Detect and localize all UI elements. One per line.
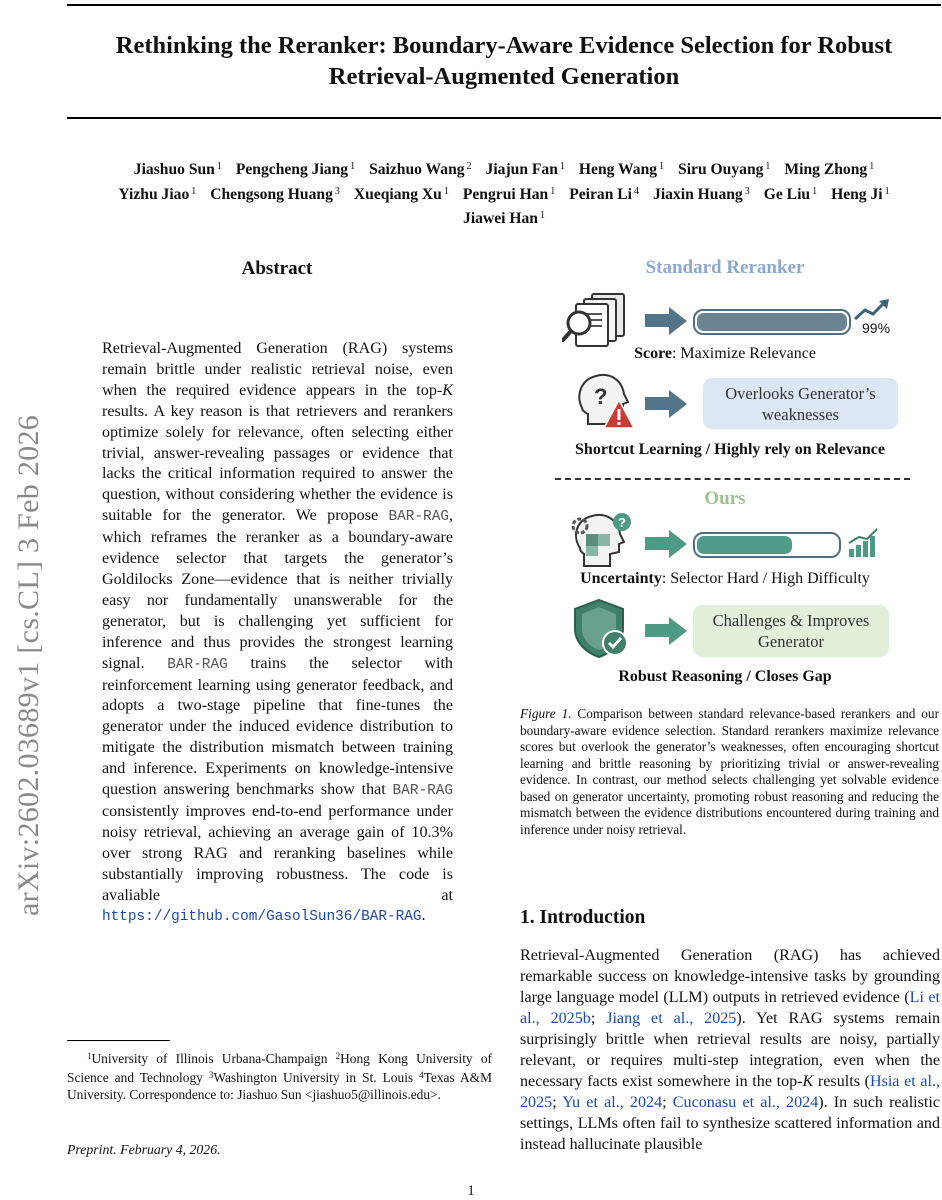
author-affiliation-marker: 1 bbox=[559, 161, 565, 172]
author-name: Ge Liu bbox=[763, 185, 811, 203]
score-caption bbox=[525, 345, 925, 363]
author-affiliation-marker: 1 bbox=[350, 161, 356, 172]
arrow-right-icon bbox=[645, 624, 669, 637]
affiliation: Washington University in St. Louis bbox=[213, 1070, 420, 1086]
citation-link[interactable]: Jiang et al., 2025 bbox=[606, 1010, 737, 1027]
section-heading: 1. Introduction bbox=[520, 907, 646, 928]
uncertainty-label: Uncertainty bbox=[580, 570, 662, 587]
difficulty-bar-fill bbox=[697, 536, 792, 554]
ours-title: Ours bbox=[704, 488, 746, 509]
author-name: Peiran Li bbox=[569, 185, 633, 203]
method-name: BAR-RAG bbox=[388, 509, 449, 526]
author bbox=[236, 156, 355, 181]
arrow-right-icon bbox=[645, 397, 669, 410]
author-affiliation-marker: 1 bbox=[884, 185, 890, 197]
author-affiliation-marker: 1 bbox=[659, 161, 665, 172]
citation-link[interactable]: Yu et al., 2024 bbox=[562, 1094, 663, 1111]
author-affiliation-marker: 1 bbox=[765, 161, 771, 172]
author-affiliation-marker: 1 bbox=[216, 161, 222, 172]
arrow-right-icon bbox=[645, 537, 669, 550]
affiliations-footnote bbox=[67, 1048, 492, 1104]
author-affiliation-marker: 1 bbox=[191, 185, 197, 197]
affiliation: University of Illinois Urbana-Champaign bbox=[91, 1051, 336, 1066]
top-rule bbox=[67, 4, 941, 6]
intro-text: ; bbox=[552, 1094, 563, 1111]
overlooks-weakness-box: Overlooks Generator’s weaknesses bbox=[703, 378, 898, 429]
author-affiliation-marker: 1 bbox=[812, 185, 818, 197]
score-label: Score bbox=[634, 345, 672, 362]
title-line-2: Retrieval-Augmented Generation bbox=[328, 63, 680, 90]
author bbox=[784, 156, 874, 181]
abstract-text: results. A key reason is that retrievers and rerankers optimize solely for relevance, often selecting either trivial, answer-revealing passages or evidence that lacks the critical information required to answer the question, without considering whether the evidence is suitable for the generator. We propose bbox=[102, 402, 453, 525]
author-name: Pengcheng Jiang bbox=[235, 161, 349, 178]
footnote-rule bbox=[67, 1040, 170, 1041]
author-name: Heng Ji bbox=[831, 185, 883, 203]
intro-text: ). Yet RAG systems remain surprisingly brittle when retrieval results are noisy, partially relevant, or requires multi-step integration, even when the necessary facts exist somewhere in the top- bbox=[520, 1010, 940, 1090]
author-affiliation-marker: 3 bbox=[334, 185, 340, 197]
uncertainty-caption bbox=[525, 570, 925, 588]
arxiv-identifier: arXiv:2602.03689v1 [cs.CL] 3 Feb 2026 bbox=[12, 414, 45, 916]
figure-divider bbox=[555, 478, 910, 480]
author bbox=[579, 156, 664, 181]
shield-check-icon bbox=[571, 597, 633, 661]
author-name: Jiashuo Sun bbox=[133, 161, 215, 178]
relevance-bar bbox=[693, 309, 851, 335]
score-text: : Maximize Relevance bbox=[671, 345, 816, 362]
author-name: Pengrui Han bbox=[462, 185, 549, 203]
abstract-text: consistently improves end-to-end performance under noisy retrieval, achieving an average gain of 10.3% over strong RAG and reranking baselines while substantially improving robustness. The code is avaliable at bbox=[102, 802, 453, 904]
author-name: Heng Wang bbox=[578, 161, 658, 178]
uncertainty-text: : Selector Hard / High Difficulty bbox=[661, 570, 870, 587]
author bbox=[831, 181, 890, 206]
arrow-head-icon bbox=[669, 307, 687, 335]
author-affiliation-marker: 1 bbox=[539, 210, 545, 221]
robust-caption: Robust Reasoning / Closes Gap bbox=[618, 668, 832, 685]
intro-text: ; bbox=[662, 1094, 673, 1111]
author-line bbox=[60, 205, 942, 230]
author bbox=[678, 156, 770, 181]
caption-text: Comparison between standard relevance-based rerankers and our boundary-aware evidence selection. Standard rerankers maximize relevance scores but overlook the generator’s weaknesses, often encouraging shortcut learning and brittle reasoning by prioritizing trivial or answer-revealing evidence. In contrast, our method selects challenging yet solvable evidence based on generator uncertainty, promoting robust reasoning and reducing the mismatch between the evidence distributions encountered during training and inference under noisy retrieval. bbox=[520, 706, 939, 837]
introduction-body bbox=[520, 945, 940, 1155]
author bbox=[486, 156, 565, 181]
author bbox=[118, 181, 196, 206]
intro-text: Retrieval-Augmented Generation (RAG) has achieved remarkable success on knowledge-intensive tasks by grounding large language model (LLM) outputs in retrieved evidence ( bbox=[520, 947, 940, 1006]
citation-link[interactable]: Cuconasu et al., 2024 bbox=[672, 1094, 819, 1111]
abstract-text: Retrieval-Augmented Generation (RAG) systems remain brittle under realistic retrieval noise, even when the required evidence appears in the top- bbox=[102, 340, 453, 399]
author bbox=[653, 181, 750, 206]
title-bottom-rule bbox=[67, 117, 941, 119]
author-name: Yizhu Jiao bbox=[118, 185, 190, 203]
caption-label: Figure 1. bbox=[520, 706, 572, 721]
affiliation: Texas A&M University. Correspondence to: Jiashuo Sun <jiashuo5@illinois.edu>. bbox=[67, 1070, 493, 1103]
relevance-percent: 99% bbox=[862, 320, 891, 336]
aff-marker: 4 bbox=[419, 1070, 424, 1081]
intro-text: results ( bbox=[813, 1073, 870, 1090]
math-k: K bbox=[442, 381, 453, 399]
author-name: Siru Ouyang bbox=[678, 161, 764, 178]
arrow-head-icon bbox=[669, 617, 687, 645]
documents-search-icon bbox=[562, 290, 638, 352]
challenges-box: Challenges & Improves Generator bbox=[693, 605, 889, 657]
code-link[interactable]: https://github.com/GasolSun36/BAR-RAG bbox=[102, 909, 422, 926]
author-name: Xueqiang Xu bbox=[353, 185, 442, 203]
author-affiliation-marker: 4 bbox=[634, 185, 640, 197]
paper-title bbox=[67, 30, 941, 92]
author bbox=[764, 181, 817, 206]
affiliation: Hong Kong University of Science and Technology bbox=[67, 1051, 492, 1086]
author-name: Chengsong Huang bbox=[210, 185, 333, 203]
bar-chart-up-icon bbox=[847, 527, 881, 559]
author-name: Jiaxin Huang bbox=[653, 185, 743, 203]
svg-text:?: ? bbox=[618, 515, 626, 530]
author-line bbox=[60, 181, 942, 206]
aff-marker: 3 bbox=[208, 1070, 214, 1081]
puzzle-head-icon bbox=[566, 508, 638, 570]
author bbox=[354, 181, 449, 206]
author bbox=[463, 205, 545, 230]
method-name: BAR-RAG bbox=[392, 783, 453, 800]
author-name: Jiawei Han bbox=[463, 210, 538, 227]
intro-text: ). In such realistic settings, LLMs often fail to synthesize scattered information and instead hallucinate plausible bbox=[520, 1094, 941, 1153]
abstract-heading: Abstract bbox=[241, 258, 313, 279]
author bbox=[134, 156, 222, 181]
relevance-bar-fill bbox=[697, 313, 847, 331]
trend-up-icon bbox=[853, 298, 891, 322]
citation-link[interactable]: Li et al., 2025b bbox=[520, 989, 940, 1027]
aff-marker: 1 bbox=[87, 1051, 92, 1061]
arrow-head-icon bbox=[669, 530, 687, 558]
author bbox=[569, 181, 639, 206]
warning-icon bbox=[602, 398, 636, 430]
author-affiliation-marker: 2 bbox=[466, 161, 472, 172]
svg-text:?: ? bbox=[594, 384, 608, 409]
abstract-body bbox=[102, 339, 453, 928]
author bbox=[463, 181, 555, 206]
arrow-head-icon bbox=[669, 390, 687, 418]
author-name: Saizhuo Wang bbox=[369, 161, 465, 178]
citation-link[interactable]: Hsia et al., 2025 bbox=[520, 1073, 941, 1111]
author-line bbox=[60, 156, 942, 181]
aff-marker: 2 bbox=[335, 1051, 341, 1061]
difficulty-bar bbox=[693, 532, 841, 558]
arrow-right-icon bbox=[645, 314, 669, 327]
author bbox=[210, 181, 340, 206]
author-name: Jiajun Fan bbox=[485, 161, 558, 178]
abstract-text: trains the selector with reinforcement learning using generator feedback, and adopts a two-stage pipeline that fine-tunes the generator under the induced evidence distribution to mitigate the distribution mismatch between training and inference. Experiments on knowledge-intensive question answering benchmarks show that bbox=[102, 654, 453, 799]
method-name: BAR-RAG bbox=[167, 656, 228, 673]
title-line-1: Rethinking the Reranker: Boundary-Aware Evidence Selection for Robust bbox=[115, 32, 893, 59]
author-affiliation-marker: 1 bbox=[443, 185, 449, 197]
author-list bbox=[60, 156, 942, 230]
author bbox=[369, 156, 471, 181]
intro-text: ; bbox=[590, 1010, 607, 1027]
math-k: K bbox=[802, 1073, 814, 1090]
author-name: Ming Zhong bbox=[784, 161, 868, 178]
author-affiliation-marker: 1 bbox=[869, 161, 875, 172]
shortcut-caption: Shortcut Learning / Highly rely on Relevance bbox=[575, 441, 885, 458]
author-affiliation-marker: 3 bbox=[744, 185, 750, 197]
abstract-text: . bbox=[421, 907, 426, 925]
preprint-note: Preprint. February 4, 2026. bbox=[67, 1142, 221, 1157]
standard-reranker-title: Standard Reranker bbox=[645, 257, 805, 278]
page-number: 1 bbox=[467, 1183, 475, 1199]
author-affiliation-marker: 1 bbox=[550, 185, 556, 197]
figure-caption bbox=[520, 706, 939, 838]
abstract-text: , which reframes the reranker as a boundary-aware evidence selector that targets the generator’s Goldilocks Zone—evidence that is neither trivially easy nor fundamentally unanswerable for the generator, but is challenging yet sufficient for inference and thus provides the strongest learning signal. bbox=[102, 507, 453, 672]
